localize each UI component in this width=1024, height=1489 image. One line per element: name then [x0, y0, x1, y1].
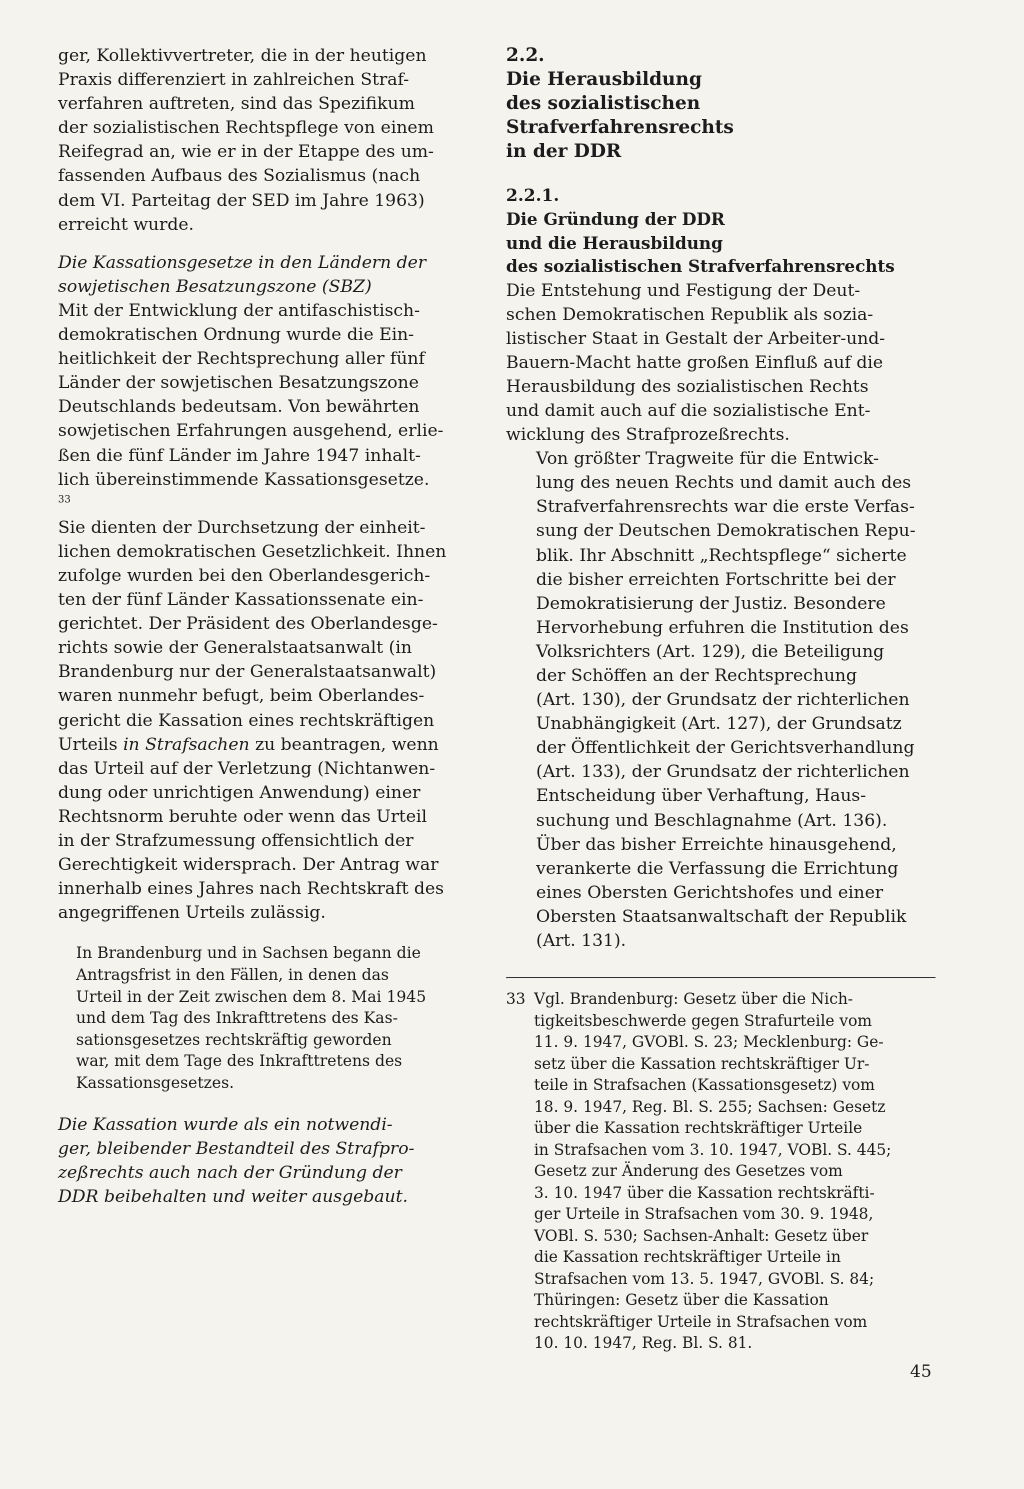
subsection-number: 2.2.1. — [506, 186, 560, 206]
right-paragraph-2-line: eines Obersten Gerichtshofes und einer — [536, 882, 884, 903]
footnote-text-line: Vgl. Brandenburg: Gesetz über die Nich- — [534, 990, 853, 1009]
footnote-text-line: 10. 10. 1947, Reg. Bl. S. 81. — [534, 1334, 753, 1353]
left-paragraph-1-line: erreicht wurde. — [58, 214, 194, 235]
para2b-lines-line: gerichtet. Der Präsident des Oberlandesge- — [58, 614, 438, 635]
right-paragraph-1-line: schen Demokratischen Republik als sozia- — [506, 304, 874, 325]
small-print-note-line: In Brandenburg und in Sachsen begann die — [76, 944, 421, 963]
right-paragraph-2-line: Demokratisierung der Justiz. Besondere — [536, 593, 886, 614]
italic-conclusion — [58, 1113, 476, 1209]
italic-conclusion-line: ger, bleibender Bestandteil des Strafpro- — [58, 1138, 415, 1159]
right-paragraph-1-line: und damit auch auf die sozialistische Ent- — [506, 400, 871, 421]
footnote-text-line: die Kassation rechtskräftiger Urteile in — [534, 1248, 841, 1267]
para2b-lines-line: gericht die Kassation eines rechtskräftigen — [58, 710, 435, 731]
para2-lines — [58, 299, 476, 492]
para2b-lines-line: zufolge wurden bei den Oberlandesgerich- — [58, 565, 431, 586]
kassationsgesetze-subheading — [58, 251, 476, 299]
left-paragraph-1-line: fassenden Aufbaus des Sozialismus (nach — [58, 166, 421, 187]
section-title-line: Die Herausbildung — [506, 69, 702, 90]
right-paragraph-2-line: (Art. 133), der Grundsatz der richterlichen — [536, 762, 910, 783]
kassationsgesetze-subheading-line: sowjetischen Besatzungszone (SBZ) — [58, 276, 372, 297]
para2-lines-line: lich übereinstimmende Kassationsgesetze. — [58, 469, 430, 490]
para2-lines-line: Mit der Entwicklung der antifaschistisch- — [58, 300, 420, 321]
page-number: 45 — [910, 1362, 932, 1382]
left-paragraph-1-line: der sozialistischen Rechtspflege von einem — [58, 118, 434, 139]
section-title-line: des sozialistischen Strafverfahrensrechts — [506, 93, 734, 138]
footnote-text-line: Gesetz zur Änderung des Gesetzes vom — [534, 1162, 843, 1181]
right-paragraph-1 — [506, 279, 934, 448]
para2d-lines-line: das Urteil auf der Verletzung (Nichtanwen- — [58, 758, 436, 779]
right-column — [506, 44, 934, 1355]
right-paragraph-2-line: sung der Deutschen Demokratischen Repu- — [536, 521, 916, 542]
left-paragraph-2 — [58, 299, 476, 925]
footnote-text-line: tigkeitsbeschwerde gegen Strafurteile vom — [534, 1011, 872, 1030]
para2b-lines-line: lichen demokratischen Gesetzlichkeit. Ihnen — [58, 541, 447, 562]
section-title-line: in der DDR — [506, 141, 622, 162]
right-paragraph-2-line: Von größter Tragweite für die Entwick- — [536, 449, 879, 470]
footnote-text-line: 11. 9. 1947, GVOBl. S. 23; Mecklenburg: Ge- — [534, 1033, 884, 1052]
right-paragraph-2-line: Volksrichters (Art. 129), die Beteiligung — [536, 641, 885, 662]
left-paragraph-1-line: verfahren auftreten, sind das Spezifikum — [58, 94, 415, 115]
para2d-lines-line: Gerechtigkeit widersprach. Der Antrag war — [58, 855, 439, 876]
urteils-line: Urteils in Strafsachen zu beantragen, wenn — [58, 734, 439, 755]
right-paragraph-2-line: der Öffentlichkeit der Gerichtsverhandlung — [536, 738, 915, 759]
para2d-lines-line: dung oder unrichtigen Anwendung) einer — [58, 782, 421, 803]
footnote-text — [534, 989, 934, 1355]
small-print-note-line: Urteil in der Zeit zwischen dem 8. Mai 1945 — [76, 987, 427, 1006]
right-paragraph-2-line: verankerte die Verfassung die Errichtung — [536, 858, 899, 879]
right-paragraph-2-line: Unabhängigkeit (Art. 127), der Grundsatz — [536, 714, 902, 735]
footnote-text-line: in Strafsachen vom 3. 10. 1947, VOBl. S. 445; — [534, 1140, 892, 1159]
right-paragraph-2 — [506, 447, 934, 953]
footnote-text-line: Thüringen: Gesetz über die Kassation — [534, 1291, 829, 1310]
small-print-note-line: Antragsfrist in den Fällen, in denen das — [76, 965, 389, 984]
left-paragraph-1 — [58, 44, 476, 237]
footnote-text-line: ger Urteile in Strafsachen vom 30. 9. 1948, — [534, 1205, 874, 1224]
right-paragraph-2-line: die bisher erreichten Fortschritte bei der — [536, 569, 896, 590]
left-column — [58, 44, 476, 1209]
small-print-note-line: war, mit dem Tage des Inkrafttretens des — [76, 1052, 403, 1071]
right-paragraph-2-line: Hervorhebung erfuhren die Institution des — [536, 617, 909, 638]
para2-lines-line: Deutschlands bedeutsam. Von bewährten — [58, 397, 420, 418]
right-paragraph-2-line: Strafverfahrensrechts war die erste Verfas- — [536, 497, 915, 518]
left-paragraph-1-line: dem VI. Parteitag der SED im Jahre 1963) — [58, 190, 425, 211]
right-paragraph-2-line: Entscheidung über Verhaftung, Haus- — [536, 786, 867, 807]
footnote-text-line: über die Kassation rechtskräftiger Urteile — [534, 1119, 863, 1138]
footnote-text-line: rechtskräftiger Urteile in Strafsachen vom — [534, 1312, 868, 1331]
footnote-text-line: 18. 9. 1947, Reg. Bl. S. 255; Sachsen: Gesetz — [534, 1097, 886, 1116]
right-paragraph-1-line: wicklung des Strafprozeßrechts. — [506, 425, 790, 446]
small-print-note — [58, 943, 476, 1094]
right-paragraph-2-line: Über das bisher Erreichte hinausgehend, — [536, 834, 897, 855]
para2-lines-line: heitlichkeit der Rechtsprechung aller fünf — [58, 349, 425, 370]
subsection-title — [506, 208, 934, 279]
para2b-lines-line: richts sowie der Generalstaatsanwalt (in — [58, 638, 412, 659]
section-number: 2.2. — [506, 45, 545, 66]
left-paragraph-1-line: Praxis differenziert in zahlreichen Straf- — [58, 70, 410, 91]
para2b-lines-line: Sie dienten der Durchsetzung der einheit- — [58, 517, 426, 538]
right-paragraph-2-line: (Art. 130), der Grundsatz der richterlichen — [536, 690, 910, 711]
italic-conclusion-line: Die Kassation wurde als ein notwendi- — [58, 1114, 393, 1135]
para2-lines-line: Länder der sowjetischen Besatzungszone — [58, 373, 419, 394]
right-paragraph-1-line: Die Entstehung und Festigung der Deut- — [506, 280, 861, 301]
right-paragraph-2-line: Obersten Staatsanwaltschaft der Republik — [536, 906, 907, 927]
right-paragraph-2-line: (Art. 131). — [536, 931, 627, 952]
small-print-note-line: und dem Tag des Inkrafttretens des Kas- — [76, 1009, 398, 1028]
section-title — [506, 68, 934, 164]
right-paragraph-2-line: suchung und Beschlagnahme (Art. 136). — [536, 810, 888, 831]
in-strafsachen-emphasis: in Strafsachen — [123, 734, 250, 755]
para2-lines-line: sowjetischen Erfahrungen ausgehend, erlie- — [58, 421, 444, 442]
right-paragraph-2-line: blik. Ihr Abschnitt „Rechtspflege“ sicherte — [536, 545, 907, 566]
footnote-text-line: teile in Strafsachen (Kassationsgesetz) vom — [534, 1076, 875, 1095]
footnote-reference: 33 — [58, 493, 71, 505]
para2d-lines-line: Rechtsnorm beruhte oder wenn das Urteil — [58, 806, 427, 827]
italic-conclusion-line: DDR beibehalten und weiter ausgebaut. — [58, 1186, 408, 1207]
right-paragraph-1-line: Bauern-Macht hatte großen Einfluß auf die — [506, 352, 884, 373]
subsection-title-line: und die Herausbildung — [506, 232, 723, 253]
right-paragraph-1-line: Herausbildung des sozialistischen Rechts — [506, 376, 869, 397]
para2d-lines-line: in der Strafzumessung offensichtlich der — [58, 831, 414, 851]
para2d-lines-line: innerhalb eines Jahres nach Rechtskraft des — [58, 879, 444, 900]
left-paragraph-1-line: Reifegrad an, wie er in der Etappe des um- — [58, 142, 434, 163]
right-paragraph-1-line: listischer Staat in Gestalt der Arbeiter-und- — [506, 328, 886, 349]
para2b-lines — [58, 516, 476, 733]
footnote-text-line: setz über die Kassation rechtskräftiger Ur- — [534, 1054, 870, 1073]
right-paragraph-2-line: der Schöffen an der Rechtsprechung — [536, 666, 857, 686]
footnote-text-line: 3. 10. 1947 über die Kassation rechtskräfti- — [534, 1183, 875, 1202]
para2-lines-line: ßen die fünf Länder im Jahre 1947 inhalt- — [58, 445, 421, 466]
footnote-number: 33 — [506, 990, 526, 1009]
para2b-lines-line: Brandenburg nur der Generalstaatsanwalt) — [58, 662, 437, 683]
small-print-note-line: sationsgesetzes rechtskräftig geworden — [76, 1030, 392, 1049]
para2-lines-line: demokratischen Ordnung wurde die Ein- — [58, 325, 414, 346]
left-paragraph-1-line: ger, Kollektivvertreter, die in der heutigen — [58, 46, 427, 66]
subsection-title-line: des sozialistischen Strafverfahrensrechts — [506, 256, 895, 276]
right-paragraph-2-line: lung des neuen Rechts und damit auch des — [536, 473, 912, 494]
footnote-text-line: Strafsachen vom 13. 5. 1947, GVOBl. S. 84; — [534, 1269, 875, 1288]
para2d-lines — [58, 757, 476, 926]
small-print-note-line: Kassationsgesetzes. — [76, 1073, 235, 1092]
para2b-lines-line: ten der fünf Länder Kassationssenate ein- — [58, 590, 424, 611]
footnote-text-line: VOBl. S. 530; Sachsen-Anhalt: Gesetz über — [534, 1226, 869, 1245]
kassationsgesetze-subheading-line: Die Kassationsgesetze in den Ländern der — [58, 252, 427, 273]
para2d-lines-line: angegriffenen Urteils zulässig. — [58, 903, 326, 924]
para2b-lines-line: waren nunmehr befugt, beim Oberlandes- — [58, 686, 425, 707]
footnote-33 — [506, 989, 934, 1355]
subsection-title-line: Die Gründung der DDR — [506, 209, 725, 229]
italic-conclusion-line: zeßrechts auch nach der Gründung der — [58, 1162, 402, 1183]
